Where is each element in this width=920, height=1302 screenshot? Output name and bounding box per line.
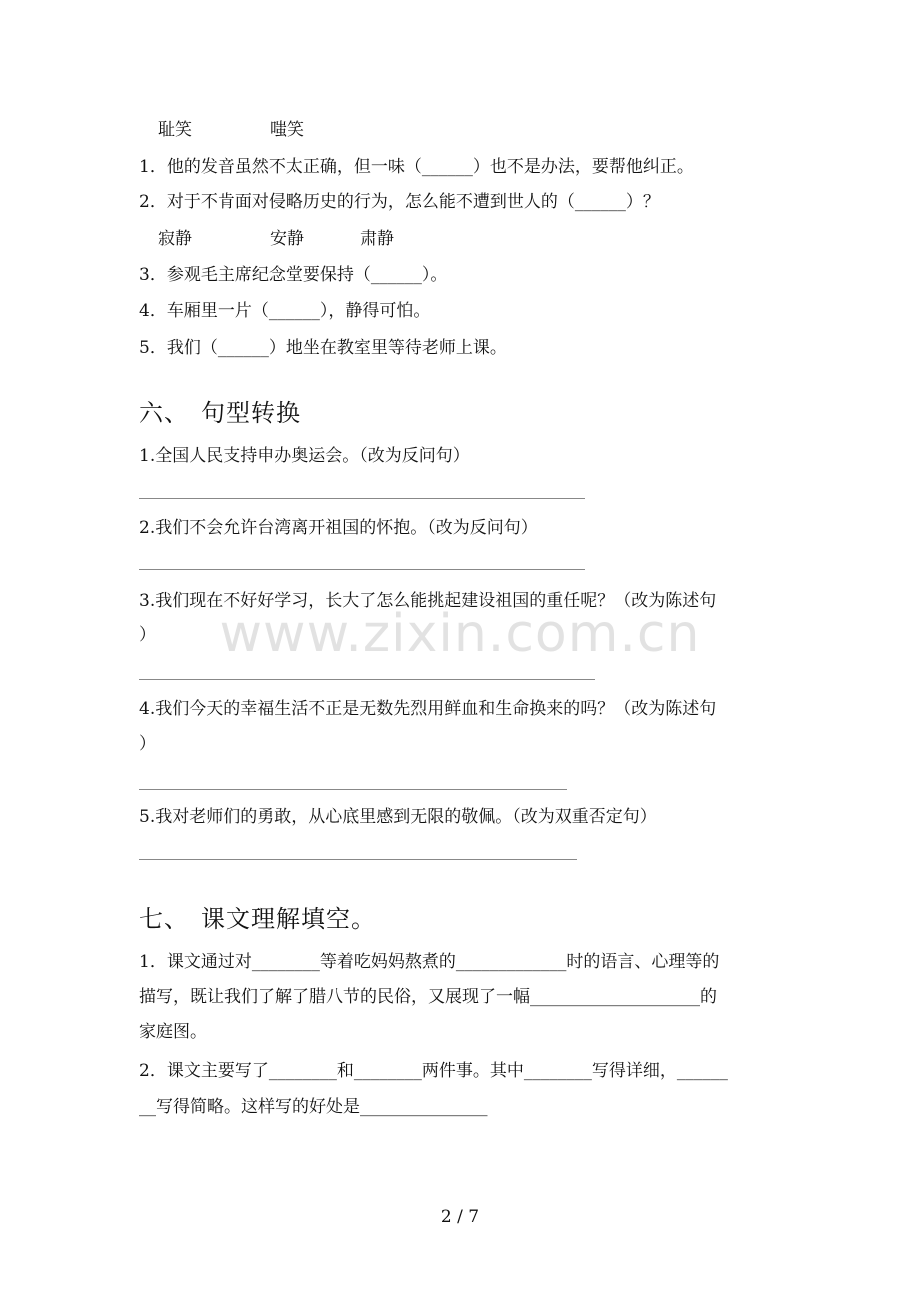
section-heading (139, 904, 376, 934)
section-title: 课文理解填空。 (201, 905, 376, 933)
word-option-2: 安静 (270, 229, 304, 249)
word-option-1: 寂静 (158, 229, 192, 249)
question-text: __写得简略。这样写的好处是_______________ (139, 1097, 488, 1117)
question-text: 3.我们现在不好好学习，长大了怎么能挑起建设祖国的重任呢？（改为陈述句 (139, 591, 717, 611)
section-heading (139, 398, 301, 428)
question-text: 家庭图。 (139, 1022, 207, 1042)
question-text: 1．他的发音虽然不太正确，但一味（______）也不是办法，要帮他纠正。 (139, 157, 694, 177)
word-option-2: 嗤笑 (270, 120, 304, 140)
question-text: 4．车厢里一片（______），静得可怕。 (139, 301, 431, 321)
answer-line[interactable] (139, 498, 585, 499)
question-text: 1.全国人民支持申办奥运会。（改为反问句） (139, 446, 470, 466)
answer-line[interactable] (139, 789, 567, 790)
word-option-3: 肃静 (360, 229, 394, 249)
watermark: www.zixin.com.cn (219, 604, 701, 664)
answer-line[interactable] (139, 859, 577, 860)
section-title: 句型转换 (201, 399, 301, 427)
word-option-1: 耻笑 (158, 120, 192, 140)
question-text: ） (139, 734, 156, 754)
question-text: 5.我对老师们的勇敢，从心底里感到无限的敬佩。（改为双重否定句） (139, 807, 657, 827)
section-number: 七、 (139, 905, 189, 933)
question-text: ） (139, 625, 156, 645)
page-number: 2 / 7 (440, 1207, 480, 1227)
question-text: 2．对于不肯面对侵略历史的行为，怎么能不遭到世人的（______）？ (139, 192, 660, 212)
question-text: 4.我们今天的幸福生活不正是无数先烈用鲜血和生命换来的吗？（改为陈述句 (139, 699, 717, 719)
section-number: 六、 (139, 399, 189, 427)
question-text: 5．我们（______）地坐在教室里等待老师上课。 (139, 338, 507, 358)
question-text: 2.我们不会允许台湾离开祖国的怀抱。（改为反问句） (139, 518, 538, 538)
answer-line[interactable] (139, 569, 585, 570)
question-text: 3．参观毛主席纪念堂要保持（______）。 (139, 265, 448, 285)
question-text: 1．课文通过对________等着吃妈妈熬煮的_____________时的语言、心理等的 (139, 952, 720, 972)
answer-line[interactable] (139, 679, 595, 680)
question-text: 描写，既让我们了解了腊八节的民俗，又展现了一幅____________________的 (139, 987, 717, 1007)
question-text: 2．课文主要写了________和________两件事。其中________写得详细，______ (139, 1061, 728, 1081)
